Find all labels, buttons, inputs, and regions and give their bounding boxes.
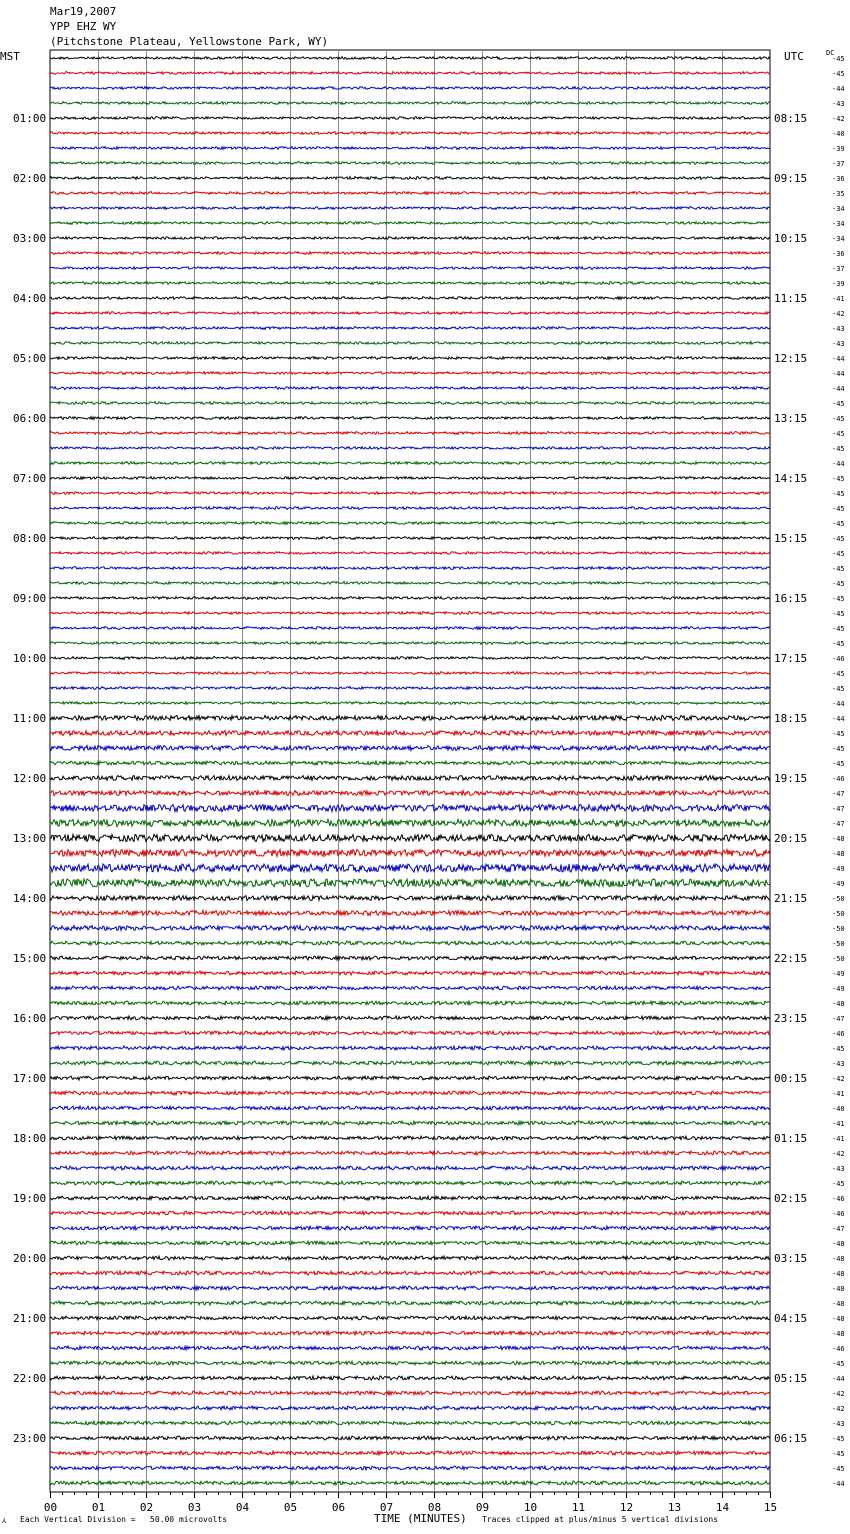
dc-offset-label: -45 <box>832 55 845 63</box>
dc-offset-label: -50 <box>832 940 845 948</box>
seismic-trace <box>50 926 770 931</box>
seismic-trace <box>50 1466 770 1470</box>
seismic-trace <box>50 971 770 975</box>
seismic-trace <box>50 612 770 615</box>
seismic-trace <box>50 147 770 150</box>
seismic-trace <box>50 1286 770 1290</box>
seismic-trace <box>50 879 770 887</box>
dc-offset-label: -45 <box>832 670 845 678</box>
dc-offset-label: -41 <box>832 295 845 303</box>
utc-hour-label: 04:15 <box>774 1312 808 1325</box>
seismic-trace <box>50 746 770 751</box>
dc-offset-label: -43 <box>832 340 845 348</box>
seismic-trace <box>50 567 770 570</box>
dc-offset-label: -44 <box>832 715 845 723</box>
dc-offset-label: -48 <box>832 1285 845 1293</box>
utc-hour-label: 06:15 <box>774 1432 808 1445</box>
mst-hour-label: 10:00 <box>13 652 47 665</box>
seismic-trace <box>50 1091 770 1095</box>
mst-hour-label: 14:00 <box>13 892 47 905</box>
dc-offset-label: -45 <box>832 70 845 78</box>
dc-offset-label: -42 <box>832 1075 845 1083</box>
seismic-trace <box>50 1106 770 1110</box>
dc-offset-label: -35 <box>832 190 845 198</box>
seismic-trace <box>50 252 770 255</box>
dc-offset-label: -45 <box>832 1045 845 1053</box>
utc-hour-label: 00:15 <box>774 1072 808 1085</box>
utc-hour-label: 05:15 <box>774 1372 808 1385</box>
mst-hour-label: 21:00 <box>13 1312 47 1325</box>
dc-offset-label: -45 <box>832 1360 845 1368</box>
dc-offset-label: -36 <box>832 175 845 183</box>
mst-hour-label: 20:00 <box>13 1252 47 1265</box>
chart-date: Mar19,2007 <box>50 5 117 18</box>
mst-hour-label: 01:00 <box>13 112 47 125</box>
plot-frame <box>50 50 770 1492</box>
dc-offset-label: -48 <box>832 1330 845 1338</box>
dc-offset-label: -43 <box>832 1060 845 1068</box>
x-tick-label: 05 <box>283 1501 298 1514</box>
seismic-trace <box>50 192 770 195</box>
mst-hour-label: 03:00 <box>13 232 47 245</box>
seismic-trace <box>50 492 770 495</box>
seismic-trace <box>50 1016 770 1020</box>
footer-clip-text: Traces clipped at plus/minus 5 vertical divisions <box>482 1515 719 1524</box>
mst-hour-label: 12:00 <box>13 772 47 785</box>
dc-offset-label: -47 <box>832 1015 845 1023</box>
seismic-trace <box>50 1481 770 1485</box>
seismic-trace <box>50 1181 770 1185</box>
utc-hour-label: 09:15 <box>774 172 808 185</box>
utc-hour-label: 14:15 <box>774 472 808 485</box>
dc-offset-label: -46 <box>832 1210 845 1218</box>
dc-offset-label: -41 <box>832 1090 845 1098</box>
seismic-trace <box>50 910 770 915</box>
utc-hour-label: 08:15 <box>774 112 808 125</box>
dc-offset-label: -44 <box>832 1480 845 1488</box>
dc-offset-label: -49 <box>832 880 845 888</box>
footer-mark: ⅄ <box>2 1517 7 1525</box>
dc-offset-label: -40 <box>832 1105 845 1113</box>
dc-offset-label: -50 <box>832 910 845 918</box>
dc-offset-label: -43 <box>832 325 845 333</box>
mst-hour-label: 11:00 <box>13 712 47 725</box>
mst-hour-label: 04:00 <box>13 292 47 305</box>
utc-hour-label: 11:15 <box>774 292 808 305</box>
utc-hour-label: 03:15 <box>774 1252 808 1265</box>
mst-hour-label: 16:00 <box>13 1012 47 1025</box>
utc-hour-label: 18:15 <box>774 712 808 725</box>
seismic-trace <box>50 267 770 270</box>
dc-offset-label: -45 <box>832 1465 845 1473</box>
seismic-trace <box>50 387 770 390</box>
mst-hour-label: 06:00 <box>13 412 47 425</box>
seismic-trace <box>50 417 770 420</box>
dc-offset-label: -42 <box>832 1150 845 1158</box>
dc-offset-label: -45 <box>832 565 845 573</box>
dc-offset-label: -45 <box>832 760 845 768</box>
dc-offset-label: -45 <box>832 520 845 528</box>
dc-offset-label: -34 <box>832 220 845 228</box>
seismic-trace <box>50 1391 770 1395</box>
dc-offset-label: -44 <box>832 370 845 378</box>
seismic-trace <box>50 642 770 645</box>
dc-offset-label: -37 <box>832 160 845 168</box>
dc-offset-label: -47 <box>832 1225 845 1233</box>
utc-hour-label: 01:15 <box>774 1132 808 1145</box>
dc-offset-label: -43 <box>832 1165 845 1173</box>
dc-offset-label: -50 <box>832 925 845 933</box>
x-tick-label: 03 <box>187 1501 202 1514</box>
dc-offset-label: -49 <box>832 985 845 993</box>
seismic-trace <box>50 357 770 360</box>
seismic-trace <box>50 834 770 841</box>
x-axis-label: TIME (MINUTES) <box>374 1512 467 1525</box>
seismic-trace <box>50 1166 770 1170</box>
dc-offset-label: -44 <box>832 700 845 708</box>
seismic-trace <box>50 477 770 480</box>
dc-offset-label: -45 <box>832 415 845 423</box>
seismic-trace <box>50 1256 770 1260</box>
dc-offset-label: -46 <box>832 1345 845 1353</box>
seismic-trace <box>50 342 770 345</box>
seismic-trace <box>50 1061 770 1065</box>
dc-offset-label: -34 <box>832 205 845 213</box>
left-axis-title: MST <box>0 50 20 63</box>
seismic-trace <box>50 1331 770 1335</box>
seismic-trace <box>50 956 770 960</box>
seismic-trace <box>50 1271 770 1275</box>
utc-hour-label: 12:15 <box>774 352 808 365</box>
dc-offset-label: -39 <box>832 280 845 288</box>
dc-offset-label: -48 <box>832 835 845 843</box>
dc-offset-label: -42 <box>832 310 845 318</box>
dc-offset-label: -45 <box>832 580 845 588</box>
dc-offset-label: -45 <box>832 430 845 438</box>
seismic-trace <box>50 117 770 120</box>
dc-offset-label: -41 <box>832 1120 845 1128</box>
mst-hour-label: 08:00 <box>13 532 47 545</box>
seismic-trace <box>50 1316 770 1320</box>
seismic-trace <box>50 941 770 945</box>
dc-offset-label: -45 <box>832 505 845 513</box>
right-axis-title: UTC <box>784 50 804 63</box>
dc-offset-label: -44 <box>832 85 845 93</box>
x-tick-label: 15 <box>763 1501 778 1514</box>
x-tick-label: 11 <box>571 1501 586 1514</box>
x-tick-label: 09 <box>475 1501 490 1514</box>
dc-offset-label: -44 <box>832 355 845 363</box>
seismic-trace <box>50 1121 770 1125</box>
seismic-trace <box>50 582 770 585</box>
utc-hour-label: 02:15 <box>774 1192 808 1205</box>
seismic-trace <box>50 1436 770 1440</box>
dc-offset-label: -45 <box>832 400 845 408</box>
seismic-trace <box>50 1346 770 1350</box>
seismic-trace <box>50 402 770 405</box>
seismic-trace <box>50 552 770 555</box>
dc-offset-label: -43 <box>832 100 845 108</box>
seismic-trace <box>50 864 770 872</box>
x-tick-label: 02 <box>139 1501 154 1514</box>
mst-hour-label: 19:00 <box>13 1192 47 1205</box>
seismic-trace <box>50 819 770 826</box>
dc-offset-label: -48 <box>832 1315 845 1323</box>
dc-offset-label: -48 <box>832 1300 845 1308</box>
seismic-trace <box>50 537 770 540</box>
seismic-trace <box>50 1136 770 1140</box>
dc-offset-label: -48 <box>832 1255 845 1263</box>
mst-hour-label: 09:00 <box>13 592 47 605</box>
dc-offset-label: -40 <box>832 130 845 138</box>
seismic-trace <box>50 312 770 315</box>
dc-offset-label: -45 <box>832 610 845 618</box>
seismic-trace <box>50 57 770 60</box>
x-tick-label: 12 <box>619 1501 634 1514</box>
x-tick-label: 00 <box>43 1501 58 1514</box>
seismic-trace <box>50 1226 770 1230</box>
dc-offset-label: -34 <box>832 235 845 243</box>
seismic-trace <box>50 1046 770 1050</box>
dc-offset-label: -48 <box>832 850 845 858</box>
dc-offset-label: -45 <box>832 535 845 543</box>
dc-offset-label: -49 <box>832 970 845 978</box>
dc-offset-label: -45 <box>832 730 845 738</box>
dc-offset-label: -44 <box>832 385 845 393</box>
seismic-trace <box>50 627 770 630</box>
dc-offset-label: -43 <box>832 1420 845 1428</box>
dc-offset-label: -46 <box>832 1195 845 1203</box>
seismic-trace <box>50 1001 770 1005</box>
dc-offset-label: -48 <box>832 1270 845 1278</box>
seismic-trace <box>50 462 770 465</box>
x-tick-label: 10 <box>523 1501 538 1514</box>
dc-offset-label: -46 <box>832 1030 845 1038</box>
seismic-trace <box>50 1421 770 1425</box>
dc-offset-label: -45 <box>832 685 845 693</box>
dc-offset-label: -44 <box>832 1375 845 1383</box>
dc-axis-title: DC <box>826 49 835 57</box>
mst-hour-label: 15:00 <box>13 952 47 965</box>
seismic-trace <box>50 1451 770 1455</box>
seismic-trace <box>50 776 770 781</box>
seismic-trace <box>50 1376 770 1380</box>
utc-hour-label: 23:15 <box>774 1012 808 1025</box>
station-code: YPP EHZ WY <box>50 20 117 33</box>
seismic-trace <box>50 805 770 812</box>
seismic-trace <box>50 1076 770 1080</box>
dc-offset-label: -45 <box>832 490 845 498</box>
seismic-trace <box>50 222 770 225</box>
seismic-trace <box>50 672 770 675</box>
seismic-trace <box>50 896 770 901</box>
seismic-trace <box>50 716 770 721</box>
dc-offset-label: -49 <box>832 865 845 873</box>
dc-offset-label: -50 <box>832 895 845 903</box>
utc-hour-label: 20:15 <box>774 832 808 845</box>
seismic-trace <box>50 1406 770 1410</box>
x-tick-label: 01 <box>91 1501 106 1514</box>
seismic-trace <box>50 657 770 660</box>
dc-offset-label: -45 <box>832 445 845 453</box>
dc-offset-label: -45 <box>832 1180 845 1188</box>
mst-hour-label: 18:00 <box>13 1132 47 1145</box>
utc-hour-label: 21:15 <box>774 892 808 905</box>
utc-hour-label: 15:15 <box>774 532 808 545</box>
dc-offset-label: -42 <box>832 115 845 123</box>
seismic-trace <box>50 177 770 180</box>
dc-offset-label: -47 <box>832 790 845 798</box>
seismic-trace <box>50 447 770 450</box>
dc-offset-label: -45 <box>832 1450 845 1458</box>
dc-offset-label: -48 <box>832 1000 845 1008</box>
seismic-trace <box>50 1211 770 1215</box>
dc-offset-label: -47 <box>832 805 845 813</box>
dc-offset-label: -41 <box>832 1135 845 1143</box>
mst-hour-label: 23:00 <box>13 1432 47 1445</box>
trace-layer <box>50 57 770 1485</box>
utc-hour-label: 22:15 <box>774 952 808 965</box>
dc-offset-label: -45 <box>832 595 845 603</box>
seismic-trace <box>50 986 770 990</box>
dc-offset-label: -48 <box>832 1240 845 1248</box>
mst-hour-label: 13:00 <box>13 832 47 845</box>
seismic-trace <box>50 162 770 165</box>
station-location: (Pitchstone Plateau, Yellowstone Park, WY) <box>50 35 329 48</box>
seismic-trace <box>50 237 770 240</box>
seismic-trace <box>50 702 770 705</box>
seismic-trace <box>50 1196 770 1200</box>
mst-hour-label: 22:00 <box>13 1372 47 1385</box>
dc-offset-label: -45 <box>832 745 845 753</box>
seismic-trace <box>50 1241 770 1245</box>
dc-offset-label: -44 <box>832 460 845 468</box>
x-tick-label: 08 <box>427 1501 442 1514</box>
grid-layer <box>50 50 770 1492</box>
utc-hour-label: 19:15 <box>774 772 808 785</box>
seismic-trace <box>50 790 770 795</box>
seismic-trace <box>50 597 770 600</box>
mst-hour-label: 17:00 <box>13 1072 47 1085</box>
dc-offset-label: -42 <box>832 1405 845 1413</box>
seismic-trace <box>50 297 770 300</box>
utc-hour-label: 16:15 <box>774 592 808 605</box>
seismic-trace <box>50 1301 770 1305</box>
utc-hour-label: 17:15 <box>774 652 808 665</box>
footer-scale-text: Each Vertical Division = 50.00 microvolts <box>20 1515 228 1524</box>
dc-offset-label: -37 <box>832 265 845 273</box>
seismic-trace <box>50 372 770 375</box>
seismic-trace <box>50 72 770 75</box>
dc-offset-label: -45 <box>832 475 845 483</box>
dc-offset-label: -46 <box>832 775 845 783</box>
x-tick-label: 04 <box>235 1501 250 1514</box>
seismic-trace <box>50 1031 770 1035</box>
dc-offset-label: -47 <box>832 820 845 828</box>
dc-offset-label: -45 <box>832 640 845 648</box>
seismic-trace <box>50 761 770 765</box>
utc-hour-label: 13:15 <box>774 412 808 425</box>
dc-offset-label: -46 <box>832 655 845 663</box>
seismic-trace <box>50 507 770 510</box>
x-tick-label: 07 <box>379 1501 394 1514</box>
seismic-trace <box>50 1151 770 1155</box>
dc-offset-label: -45 <box>832 1435 845 1443</box>
seismic-trace <box>50 207 770 210</box>
x-tick-label: 06 <box>331 1501 346 1514</box>
seismic-trace <box>50 850 770 857</box>
mst-hour-label: 02:00 <box>13 172 47 185</box>
seismic-trace <box>50 282 770 285</box>
dc-offset-label: -50 <box>832 955 845 963</box>
dc-offset-label: -36 <box>832 250 845 258</box>
seismic-trace <box>50 327 770 330</box>
dc-offset-label: -39 <box>832 145 845 153</box>
dc-offset-label: -45 <box>832 625 845 633</box>
mst-hour-label: 05:00 <box>13 352 47 365</box>
dc-offset-label: -45 <box>832 550 845 558</box>
x-tick-label: 14 <box>715 1501 730 1514</box>
seismic-trace <box>50 730 770 735</box>
seismic-trace <box>50 432 770 435</box>
seismic-trace <box>50 687 770 690</box>
seismic-trace <box>50 522 770 525</box>
seismic-trace <box>50 87 770 90</box>
utc-hour-label: 10:15 <box>774 232 808 245</box>
x-tick-label: 13 <box>667 1501 682 1514</box>
seismic-trace <box>50 1361 770 1365</box>
dc-offset-label: -42 <box>832 1390 845 1398</box>
seismic-trace <box>50 102 770 105</box>
seismic-trace <box>50 132 770 135</box>
axis-layer <box>44 1492 777 1514</box>
mst-hour-label: 07:00 <box>13 472 47 485</box>
